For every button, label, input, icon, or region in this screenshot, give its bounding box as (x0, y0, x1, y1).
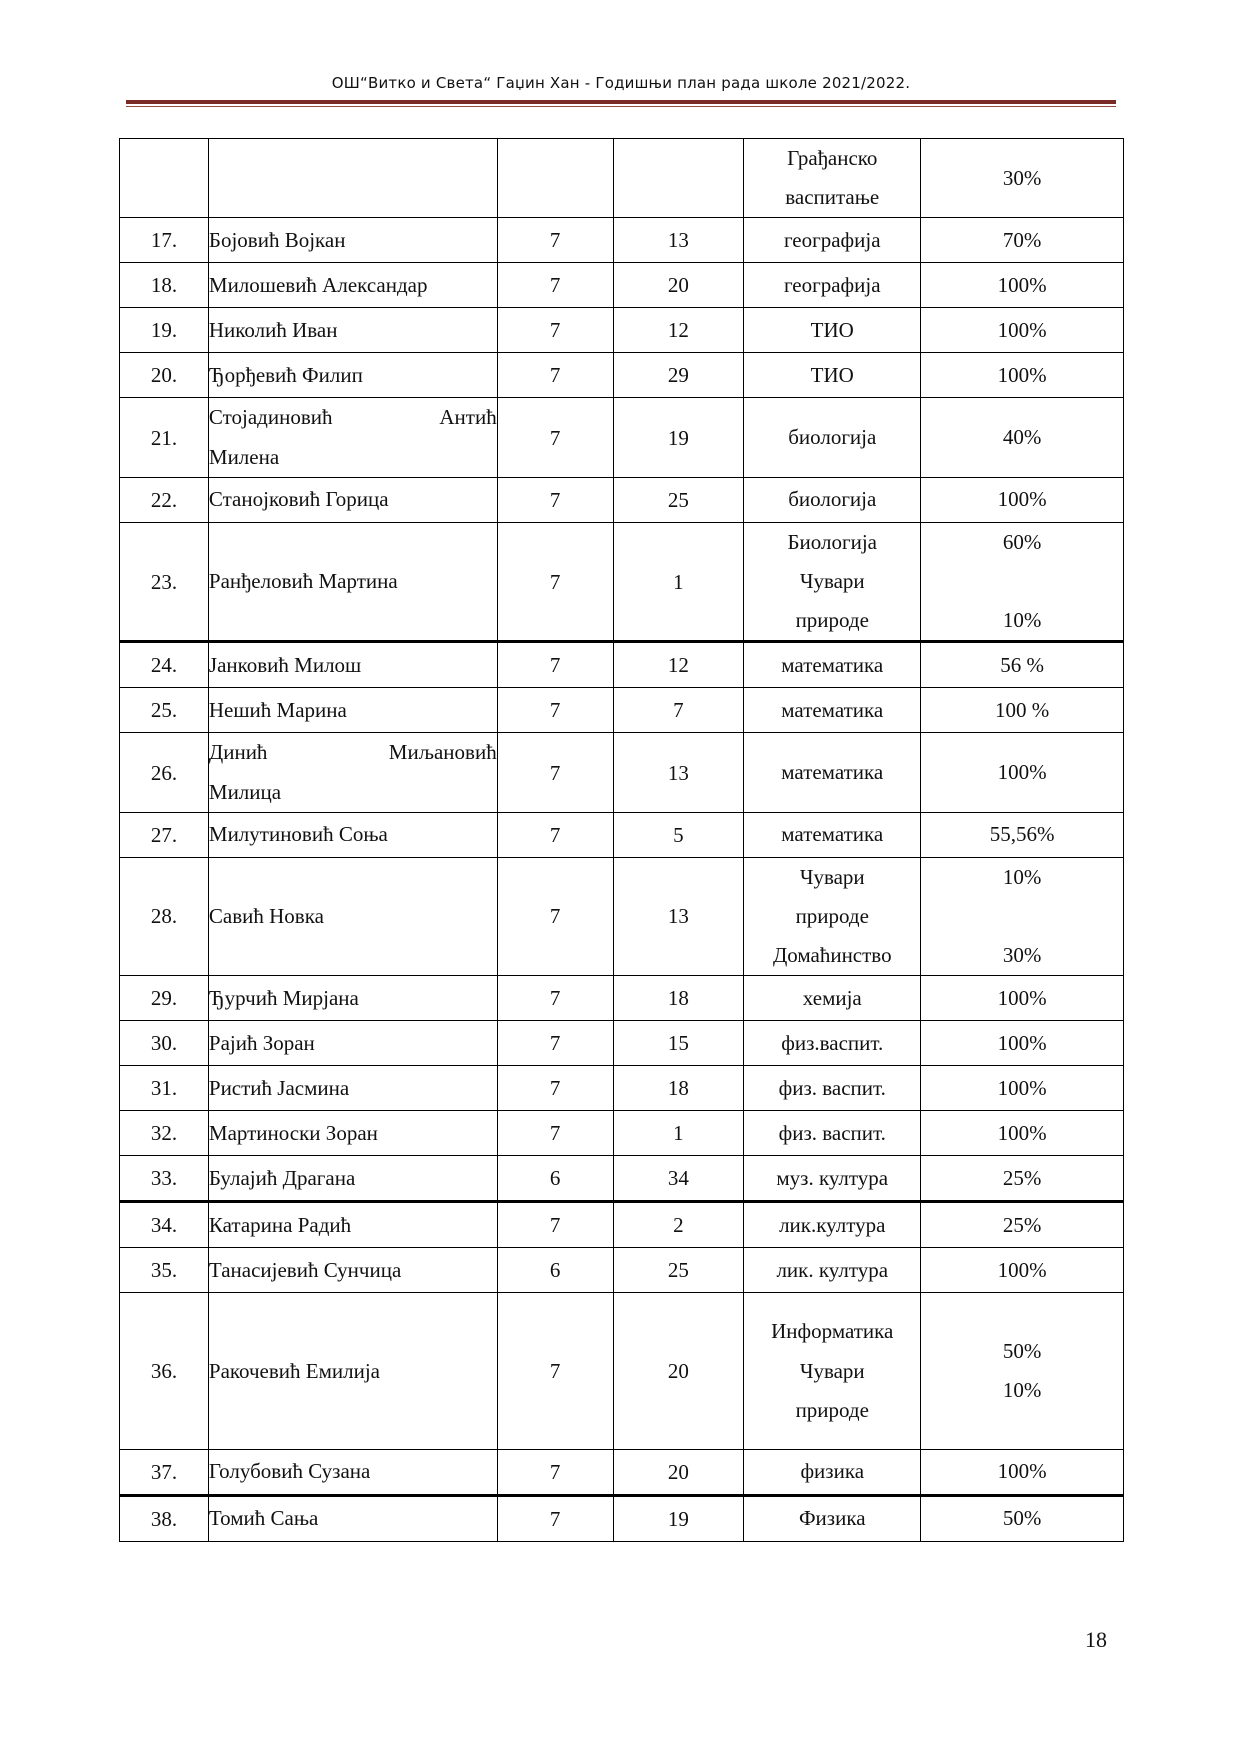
teacher-name-cell (208, 1111, 497, 1156)
class-count-cell: 25 (613, 477, 744, 522)
subject-line: физ. васпит. (778, 1120, 886, 1145)
subject-line: географија (783, 272, 881, 297)
grade-cell: 7 (497, 688, 613, 733)
table-row (120, 139, 1124, 218)
percentage-line: 55,56% (989, 822, 1055, 847)
class-count-cell: 18 (613, 976, 744, 1021)
percentage-line: 30% (1002, 943, 1042, 968)
percentage-line: 100% (997, 1459, 1047, 1484)
row-number-cell: 17. (120, 218, 209, 263)
percentage-line: 60% (1002, 529, 1042, 554)
teacher-name-cell (208, 1202, 497, 1248)
grade-cell: 7 (497, 1293, 613, 1450)
grade-cell: 7 (497, 1496, 613, 1542)
subject-cell (744, 522, 921, 642)
row-number-cell: 18. (120, 263, 209, 308)
table-row (120, 976, 1124, 1021)
subject-line: биологија (788, 424, 877, 449)
teacher-name-cell (208, 308, 497, 353)
teacher-name-part: Мартиноски Зоран (208, 1120, 378, 1145)
class-count-cell: 5 (613, 812, 744, 857)
subject-cell (744, 688, 921, 733)
teacher-name-part: Бојовић Војкан (208, 227, 346, 252)
row-number-cell: 25. (120, 688, 209, 733)
teacher-name-part: Ракочевић Емилија (208, 1358, 380, 1383)
percentage-cell (921, 1496, 1124, 1542)
subject-line: Биологија (787, 529, 878, 554)
teacher-name-cell (208, 688, 497, 733)
percentage-line: 100% (997, 272, 1047, 297)
subject-cell (744, 976, 921, 1021)
table-row (120, 1450, 1124, 1496)
subject-line: ТИО (810, 317, 854, 342)
class-count-cell: 1 (613, 522, 744, 642)
grade-cell: 7 (497, 1066, 613, 1111)
subject-line: биологија (788, 487, 877, 512)
teacher-name-part: Динић (208, 740, 268, 765)
subject-cell (744, 1450, 921, 1496)
percentage-line (921, 897, 1123, 936)
teacher-name-part: Стојадиновић (208, 405, 333, 430)
table-row (120, 353, 1124, 398)
row-number-cell: 24. (120, 642, 209, 688)
row-number-cell: 20. (120, 353, 209, 398)
teacher-name-part: Нешић Марина (208, 697, 347, 722)
subject-line: Домаћинство (772, 943, 892, 968)
table-row (120, 1111, 1124, 1156)
grade-cell: 6 (497, 1156, 613, 1202)
table-row (120, 812, 1124, 857)
header-rule (126, 100, 1116, 104)
percentage-cell (921, 1293, 1124, 1450)
teacher-name-part: Ђорђевић Филип (208, 362, 363, 387)
table-row (120, 688, 1124, 733)
subject-cell (744, 1202, 921, 1248)
percentage-line: 25% (1002, 1165, 1042, 1190)
teacher-name-cell (208, 522, 497, 642)
table-row (120, 398, 1124, 477)
teacher-name-part: Милица (208, 779, 282, 804)
row-number-cell: 30. (120, 1021, 209, 1066)
page-number: 18 (1085, 1627, 1107, 1652)
percentage-line: 70% (1002, 227, 1042, 252)
subject-line: лик.култура (779, 1212, 886, 1237)
grade-cell: 7 (497, 1202, 613, 1248)
subject-line: природе (795, 608, 869, 633)
grade-cell: 7 (497, 218, 613, 263)
row-number-cell: 34. (120, 1202, 209, 1248)
subject-cell (744, 1066, 921, 1111)
subject-cell (744, 263, 921, 308)
percentage-line: 100% (997, 1075, 1047, 1100)
teacher-name-part: Ристић Јасмина (208, 1075, 350, 1100)
class-count-cell: 13 (613, 218, 744, 263)
percentage-line: 100% (997, 1030, 1047, 1055)
row-number-cell: 22. (120, 477, 209, 522)
subject-line: географија (783, 227, 881, 252)
class-count-cell: 13 (613, 733, 744, 812)
teacher-name-cell (208, 1248, 497, 1293)
row-number-cell: 27. (120, 812, 209, 857)
subject-cell (744, 139, 921, 218)
percentage-line: 100% (997, 759, 1047, 784)
teacher-name-part: Голубовић Сузана (208, 1459, 371, 1484)
table-row (120, 642, 1124, 688)
percentage-cell (921, 812, 1124, 857)
teacher-name-part: Милена (208, 444, 280, 469)
row-number-cell: 36. (120, 1293, 209, 1450)
teacher-name-cell (208, 139, 497, 218)
table-row (120, 263, 1124, 308)
subject-cell (744, 308, 921, 353)
subject-line: Физика (798, 1506, 866, 1531)
class-count-cell: 19 (613, 1496, 744, 1542)
subject-cell (744, 1111, 921, 1156)
percentage-cell (921, 218, 1124, 263)
teacher-name-part: Антић (439, 405, 497, 430)
class-count-cell: 2 (613, 1202, 744, 1248)
table-row (120, 1293, 1124, 1450)
percentage-line: 50% (1002, 1506, 1042, 1531)
teacher-workload-table (119, 138, 1124, 1542)
row-number-cell: 19. (120, 308, 209, 353)
percentage-cell (921, 1450, 1124, 1496)
table-row (120, 1248, 1124, 1293)
grade-cell: 7 (497, 976, 613, 1021)
class-count-cell: 20 (613, 1450, 744, 1496)
teacher-name-cell (208, 733, 497, 812)
class-count-cell: 18 (613, 1066, 744, 1111)
grade-cell: 7 (497, 353, 613, 398)
teacher-name-part: Рајић Зоран (208, 1030, 315, 1055)
row-number-cell: 29. (120, 976, 209, 1021)
subject-line: васпитање (785, 185, 880, 210)
subject-line: физика (800, 1459, 865, 1484)
grade-cell: 7 (497, 477, 613, 522)
subject-cell (744, 1156, 921, 1202)
row-number-cell: 21. (120, 398, 209, 477)
teacher-name-part: Катарина Радић (208, 1212, 352, 1237)
teacher-name-part: Николић Иван (208, 317, 338, 342)
subject-line: Чувари (799, 864, 865, 889)
teacher-name-part: Миљановић (388, 740, 497, 765)
teacher-name-part: Милошевић Александар (208, 272, 428, 297)
class-count-cell (613, 139, 744, 218)
subject-cell (744, 353, 921, 398)
subject-line: Информатика (771, 1319, 894, 1344)
subject-line: Чувари (799, 1358, 865, 1383)
teacher-name-part: Милутиновић Соња (208, 822, 388, 847)
row-number-cell: 32. (120, 1111, 209, 1156)
teacher-name-cell (208, 263, 497, 308)
subject-line: Чувари (799, 568, 865, 593)
class-count-cell: 34 (613, 1156, 744, 1202)
teacher-name-part: Савић Новка (208, 903, 324, 928)
subject-cell (744, 218, 921, 263)
teacher-name-cell (208, 1450, 497, 1496)
grade-cell (497, 139, 613, 218)
percentage-cell (921, 642, 1124, 688)
row-number-cell: 37. (120, 1450, 209, 1496)
grade-cell: 7 (497, 812, 613, 857)
teacher-name-part: Танасијевић Сунчица (208, 1257, 402, 1282)
subject-line: математика (781, 697, 884, 722)
percentage-line: 40% (1002, 424, 1042, 449)
subject-cell (744, 1021, 921, 1066)
class-count-cell: 15 (613, 1021, 744, 1066)
row-number-cell: 28. (120, 857, 209, 976)
grade-cell: 7 (497, 733, 613, 812)
class-count-cell: 12 (613, 642, 744, 688)
subject-cell (744, 398, 921, 477)
percentage-cell (921, 1156, 1124, 1202)
percentage-line: 10% (1002, 864, 1042, 889)
grade-cell: 7 (497, 642, 613, 688)
percentage-cell (921, 1248, 1124, 1293)
percentage-cell (921, 1066, 1124, 1111)
subject-line: хемија (802, 985, 862, 1010)
grade-cell: 7 (497, 1450, 613, 1496)
subject-line: лик. култура (776, 1257, 889, 1282)
class-count-cell: 1 (613, 1111, 744, 1156)
row-number-cell (120, 139, 209, 218)
table-row (120, 1496, 1124, 1542)
subject-cell (744, 642, 921, 688)
table-row (120, 857, 1124, 976)
row-number-cell: 33. (120, 1156, 209, 1202)
percentage-line: 10% (1002, 608, 1042, 633)
percentage-cell (921, 1021, 1124, 1066)
subject-cell (744, 1248, 921, 1293)
table-row (120, 218, 1124, 263)
subject-cell (744, 1293, 921, 1450)
percentage-cell (921, 353, 1124, 398)
teacher-name-cell (208, 1066, 497, 1111)
class-count-cell: 25 (613, 1248, 744, 1293)
grade-cell: 7 (497, 1111, 613, 1156)
teacher-name-part: Томић Сања (208, 1506, 319, 1531)
percentage-line: 100% (997, 985, 1047, 1010)
row-number-cell: 31. (120, 1066, 209, 1111)
percentage-line: 100% (997, 1257, 1047, 1282)
row-number-cell: 26. (120, 733, 209, 812)
grade-cell: 6 (497, 1248, 613, 1293)
class-count-cell: 20 (613, 263, 744, 308)
row-number-cell: 23. (120, 522, 209, 642)
header-rule-thin (126, 106, 1116, 107)
subject-line: математика (781, 652, 884, 677)
percentage-line: 100% (997, 317, 1047, 342)
teacher-name-cell (208, 642, 497, 688)
table-row (120, 1156, 1124, 1202)
percentage-cell (921, 477, 1124, 522)
class-count-cell: 13 (613, 857, 744, 976)
teacher-name-part (209, 159, 497, 198)
teacher-name-cell (208, 353, 497, 398)
percentage-cell (921, 688, 1124, 733)
grade-cell: 7 (497, 522, 613, 642)
class-count-cell: 7 (613, 688, 744, 733)
percentage-cell (921, 1202, 1124, 1248)
grade-cell: 7 (497, 398, 613, 477)
percentage-cell (921, 733, 1124, 812)
percentage-line: 100% (997, 362, 1047, 387)
class-count-cell: 19 (613, 398, 744, 477)
teacher-name-part: Ђурчић Мирјана (208, 985, 359, 1010)
row-number-cell: 38. (120, 1496, 209, 1542)
percentage-line (921, 562, 1123, 601)
percentage-cell (921, 398, 1124, 477)
subject-line: математика (781, 759, 884, 784)
table-row (120, 733, 1124, 812)
percentage-line: 100% (997, 1120, 1047, 1145)
subject-cell (744, 857, 921, 976)
class-count-cell: 12 (613, 308, 744, 353)
percentage-line: 30% (1002, 165, 1042, 190)
subject-line: ТИО (810, 362, 854, 387)
table-row (120, 308, 1124, 353)
teacher-name-part: Булајић Драгана (208, 1165, 356, 1190)
percentage-cell (921, 263, 1124, 308)
percentage-line: 25% (1002, 1212, 1042, 1237)
percentage-cell (921, 139, 1124, 218)
subject-cell (744, 812, 921, 857)
subject-cell (744, 733, 921, 812)
subject-line: муз. култура (776, 1165, 889, 1190)
table-body (120, 139, 1124, 1542)
row-number-cell: 35. (120, 1248, 209, 1293)
subject-line: Грађанско (787, 146, 878, 170)
teacher-name-cell (208, 1021, 497, 1066)
teacher-name-cell (208, 218, 497, 263)
percentage-line: 100 % (994, 697, 1050, 722)
subject-line: математика (781, 822, 884, 847)
table-row (120, 1066, 1124, 1111)
class-count-cell: 29 (613, 353, 744, 398)
teacher-name-cell (208, 1156, 497, 1202)
teacher-name-cell (208, 812, 497, 857)
subject-line: физ. васпит. (778, 1075, 886, 1100)
percentage-cell (921, 308, 1124, 353)
percentage-cell (921, 522, 1124, 642)
percentage-cell (921, 857, 1124, 976)
teacher-name-cell (208, 1293, 497, 1450)
teacher-name-cell (208, 857, 497, 976)
teacher-name-cell (208, 976, 497, 1021)
teacher-name-part: Ранђеловић Мартина (208, 568, 398, 593)
percentage-line: 100% (997, 487, 1047, 512)
percentage-line: 10% (1002, 1378, 1042, 1403)
class-count-cell: 20 (613, 1293, 744, 1450)
grade-cell: 7 (497, 1021, 613, 1066)
table-row (120, 1202, 1124, 1248)
table-row (120, 477, 1124, 522)
percentage-cell (921, 1111, 1124, 1156)
grade-cell: 7 (497, 263, 613, 308)
page-header-title: ОШ“Витко и Света“ Гаџин Хан - Годишњи план рада школе 2021/2022. (331, 74, 911, 92)
teacher-name-part: Станојковић Горица (208, 487, 389, 512)
subject-line: природе (795, 903, 869, 928)
subject-line: природе (795, 1397, 869, 1422)
subject-cell (744, 477, 921, 522)
percentage-cell (921, 976, 1124, 1021)
teacher-name-cell (208, 398, 497, 477)
subject-cell (744, 1496, 921, 1542)
grade-cell: 7 (497, 857, 613, 976)
table-row (120, 1021, 1124, 1066)
teacher-name-cell (208, 477, 497, 522)
teacher-name-cell (208, 1496, 497, 1542)
grade-cell: 7 (497, 308, 613, 353)
table-row (120, 522, 1124, 642)
percentage-line: 50% (1002, 1338, 1042, 1363)
percentage-line: 56 % (1000, 652, 1044, 677)
teacher-name-part: Јанковић Милош (208, 652, 362, 677)
subject-line: физ.васпит. (781, 1030, 884, 1055)
